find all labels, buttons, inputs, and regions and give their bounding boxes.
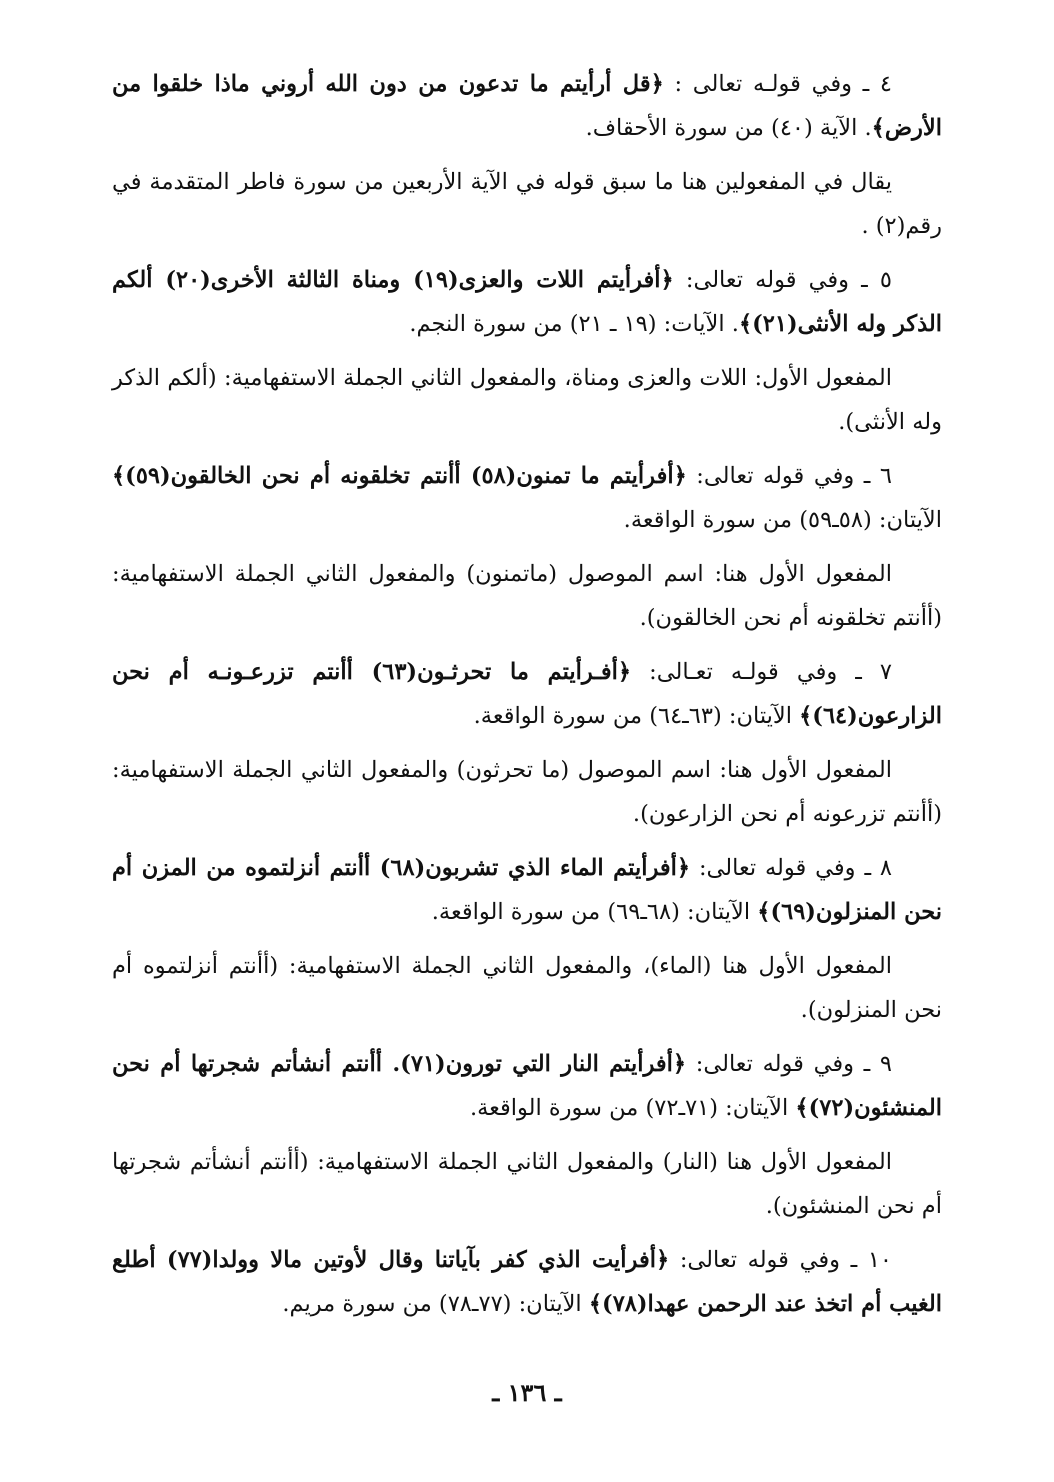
item-lead: ٦ ـ وفي قوله تعالى:: [686, 463, 892, 489]
explanation-paragraph: المفعول الأول هنا (النار) والمفعول الثاني الجملة الاستفهامية: (أأنتم أنشأتم شجرتها أم نحن المنشئون).: [112, 1149, 942, 1219]
item-reference: الآيتان: (٧١ـ٧٢) من سورة الواقعة.: [469, 1095, 796, 1121]
numbered-item-5: [112, 258, 942, 346]
quran-quote: ﴿أفرأيتم اللات والعزى(١٩) ومناة الثالثة الأخرى(٢٠) ألكم الذكر وله الأنثى(٢١)﴾: [112, 267, 942, 337]
numbered-item-8: [112, 846, 942, 934]
numbered-item-6: [112, 454, 942, 542]
explanation-paragraph: يقال في المفعولين هنا ما سبق قوله في الآية الأربعين من سورة فاطر المتقدمة في رقم(٢) .: [112, 169, 942, 239]
item-reference: . الآية (٤٠) من سورة الأحقاف.: [585, 115, 872, 141]
quran-quote: ﴿قل أرأيتم ما تدعون من دون الله أروني ماذا خلقوا من الأرض﴾: [112, 71, 942, 141]
quran-quote: ﴿أفرأيتم الماء الذي تشربون(٦٨) أأنتم أنزلتموه من المزن أم نحن المنزلون(٦٩)﴾: [112, 855, 942, 925]
item-lead: ١٠ ـ وفي قوله تعالى:: [669, 1247, 893, 1273]
numbered-item-4: [112, 62, 942, 150]
item-lead: ٧ ـ وفي قولـه تعـالى:: [631, 659, 892, 685]
item-reference: الآيتان: (٦٨ـ٦٩) من سورة الواقعة.: [431, 899, 758, 925]
item-lead: ٩ ـ وفي قوله تعالى:: [686, 1051, 893, 1077]
quran-quote: ﴿أفرأيتم النار التي تورون(٧١). أأنتم أنشأتم شجرتها أم نحن المنشئون(٧٢)﴾: [112, 1051, 942, 1121]
numbered-item-9: [112, 1042, 942, 1130]
item-reference: . الآيات: (١٩ ـ ٢١) من سورة النجم.: [409, 311, 739, 337]
item-lead: ٥ ـ وفي قوله تعالى:: [673, 267, 892, 293]
item-reference: الآيتان: (٦٣ـ٦٤) من سورة الواقعة.: [473, 703, 800, 729]
page-number: ـ ١٣٦ ـ: [492, 1378, 562, 1407]
numbered-item-10: [112, 1238, 942, 1326]
item-reference: الآيتان: (٥٨ـ٥٩) من سورة الواقعة.: [623, 507, 942, 533]
quran-quote: ﴿أفـرأيتم ما تحرثـون(٦٣) أأنتم تزرعـونـه أم نحن الزارعون(٦٤)﴾: [112, 659, 942, 729]
item-lead: ٤ ـ وفي قولـه تعالى :: [663, 71, 893, 97]
item-lead: ٨ ـ وفي قوله تعالى:: [690, 855, 893, 881]
body-text: [112, 62, 942, 1336]
explanation-paragraph: المفعول الأول: اللات والعزى ومناة، والمفعول الثاني الجملة الاستفهامية: (ألكم الذكر وله الأنثى).: [112, 365, 942, 435]
explanation-paragraph: المفعول الأول هنا (الماء)، والمفعول الثاني الجملة الاستفهامية: (أأنتم أنزلتموه أم نحن المنزلون).: [112, 953, 942, 1023]
explanation-paragraph: المفعول الأول هنا: اسم الموصول (ماتمنون) والمفعول الثاني الجملة الاستفهامية: (أأنتم تخلقونه أم نحن الخالقون).: [112, 561, 942, 631]
item-reference: الآيتان: (٧٧ـ٧٨) من سورة مريم.: [282, 1291, 589, 1317]
quran-quote: ﴿أفرأيتم ما تمنون(٥٨) أأنتم تخلقونه أم نحن الخالقون(٥٩)﴾: [112, 463, 687, 489]
numbered-item-7: [112, 650, 942, 738]
quran-quote: ﴿أفرأيت الذي كفر بآياتنا وقال لأوتين مالا وولدا(٧٧) أطلع الغيب أم اتخذ عند الرحمن عهدا(٧٨)﴾: [112, 1247, 942, 1317]
explanation-paragraph: المفعول الأول هنا: اسم الموصول (ما تحرثون) والمفعول الثاني الجملة الاستفهامية: (أأنتم تزرعونه أم نحن الزارعون).: [112, 757, 942, 827]
